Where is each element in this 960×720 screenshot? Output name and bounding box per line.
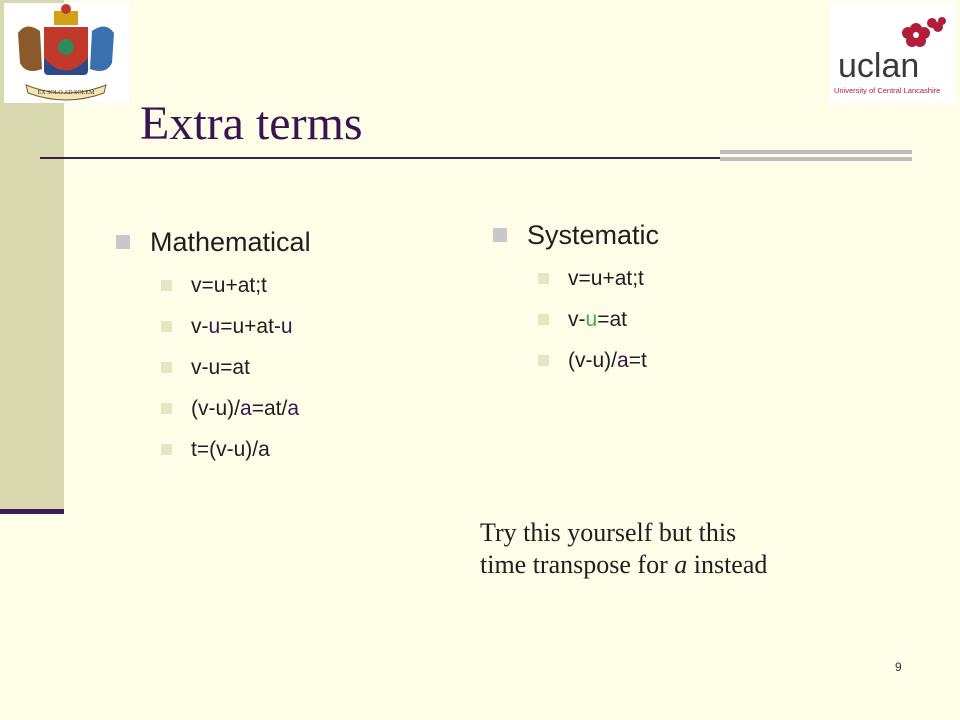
mathematical-heading: [116, 222, 311, 262]
crest-icon: [4, 3, 129, 103]
bullet-square-icon: [116, 235, 130, 249]
bullet-square-icon: [161, 321, 172, 332]
variable-a: a: [674, 550, 688, 579]
bullet-square-icon: [161, 280, 172, 291]
systematic-step-1: [538, 258, 659, 299]
uclan-logo: [830, 3, 956, 103]
left-bar-bottom-rule: [0, 509, 64, 514]
mathematical-heading-label: Mathematical: [150, 226, 311, 257]
mathematical-step-5: [161, 429, 311, 470]
mathematical-step-text: v-u=u+at-u: [191, 314, 293, 338]
systematic-heading-label: Systematic: [527, 219, 660, 250]
systematic-step-text: v-u=at: [568, 307, 627, 331]
bullet-square-icon: [538, 355, 549, 366]
systematic-step-3: [538, 340, 659, 381]
bullet-square-icon: [493, 228, 507, 242]
mathematical-step-text: (v-u)/a=at/a: [191, 396, 299, 420]
mathematical-step-text: t=(v-u)/a: [191, 437, 270, 461]
exercise-note-line1: Try this yourself but this: [480, 518, 737, 547]
bullet-square-icon: [538, 314, 549, 325]
systematic-heading: [493, 215, 659, 255]
bullet-square-icon: [161, 403, 172, 414]
university-crest-logo: [4, 3, 129, 103]
mathematical-step-1: [161, 265, 311, 306]
mathematical-steps: [161, 265, 311, 470]
exercise-note: [480, 517, 767, 581]
mathematical-step-text: v=u+at;t: [191, 273, 267, 297]
systematic-list: [493, 215, 659, 381]
exercise-note-line2: time transpose for a instead: [480, 550, 768, 579]
crest-motto: EX SOLO AD SOLEM: [37, 90, 95, 96]
bullet-square-icon: [538, 273, 549, 284]
mathematical-step-text: v-u=at: [191, 355, 250, 379]
slide-title: Extra terms: [140, 97, 363, 150]
systematic-steps: [538, 258, 659, 381]
mathematical-step-3: [161, 347, 311, 388]
uclan-rose-icon: [830, 3, 956, 103]
mathematical-step-2: [161, 306, 311, 347]
mathematical-step-4: [161, 388, 311, 429]
page-number: 9: [895, 660, 902, 674]
mathematical-list: [116, 222, 311, 470]
bullet-square-icon: [161, 362, 172, 373]
uclan-wordmark: uclan: [838, 47, 920, 85]
uclan-subtitle: University of Central Lancashire: [834, 86, 941, 95]
systematic-step-text: (v-u)/a=t: [568, 348, 647, 372]
systematic-step-2: [538, 299, 659, 340]
title-underline-accent: [720, 150, 912, 168]
systematic-step-text: v=u+at;t: [568, 266, 644, 290]
bullet-square-icon: [161, 444, 172, 455]
